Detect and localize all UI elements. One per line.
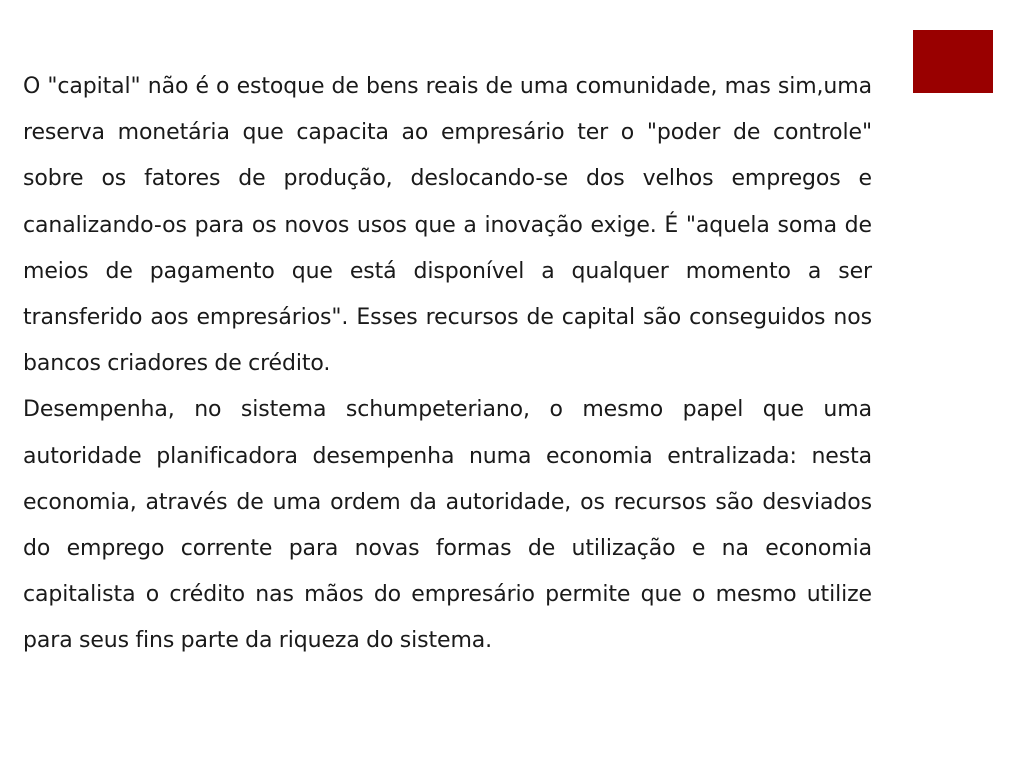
paragraph-capital: O "capital" não é o estoque de bens reais de uma comunidade, mas sim,uma reserva monetária que capacita ao empresário ter o "poder de controle" sobre os fatores de produção, deslocando-se dos velhos empregos e canalizando-os para os novos usos que a inovação exige. É "aquela soma de meios de pagamento que está disponível a qualquer momento a ser transferido aos empresários". Esses recursos de capital são conseguidos nos bancos criadores de crédito. <box>23 74 872 377</box>
body-text <box>23 64 872 665</box>
paragraph-desempenha: Desempenha, no sistema schumpeteriano, o mesmo papel que uma autoridade planificadora desempenha numa economia entralizada: nesta economia, através de uma ordem da autoridade, os recursos são desviados do emprego corrente para novas formas de utilização e na economia capitalista o crédito nas mãos do empresário permite que o mesmo utilize para seus fins parte da riqueza do sistema. <box>23 397 872 654</box>
accent-square <box>913 30 993 93</box>
